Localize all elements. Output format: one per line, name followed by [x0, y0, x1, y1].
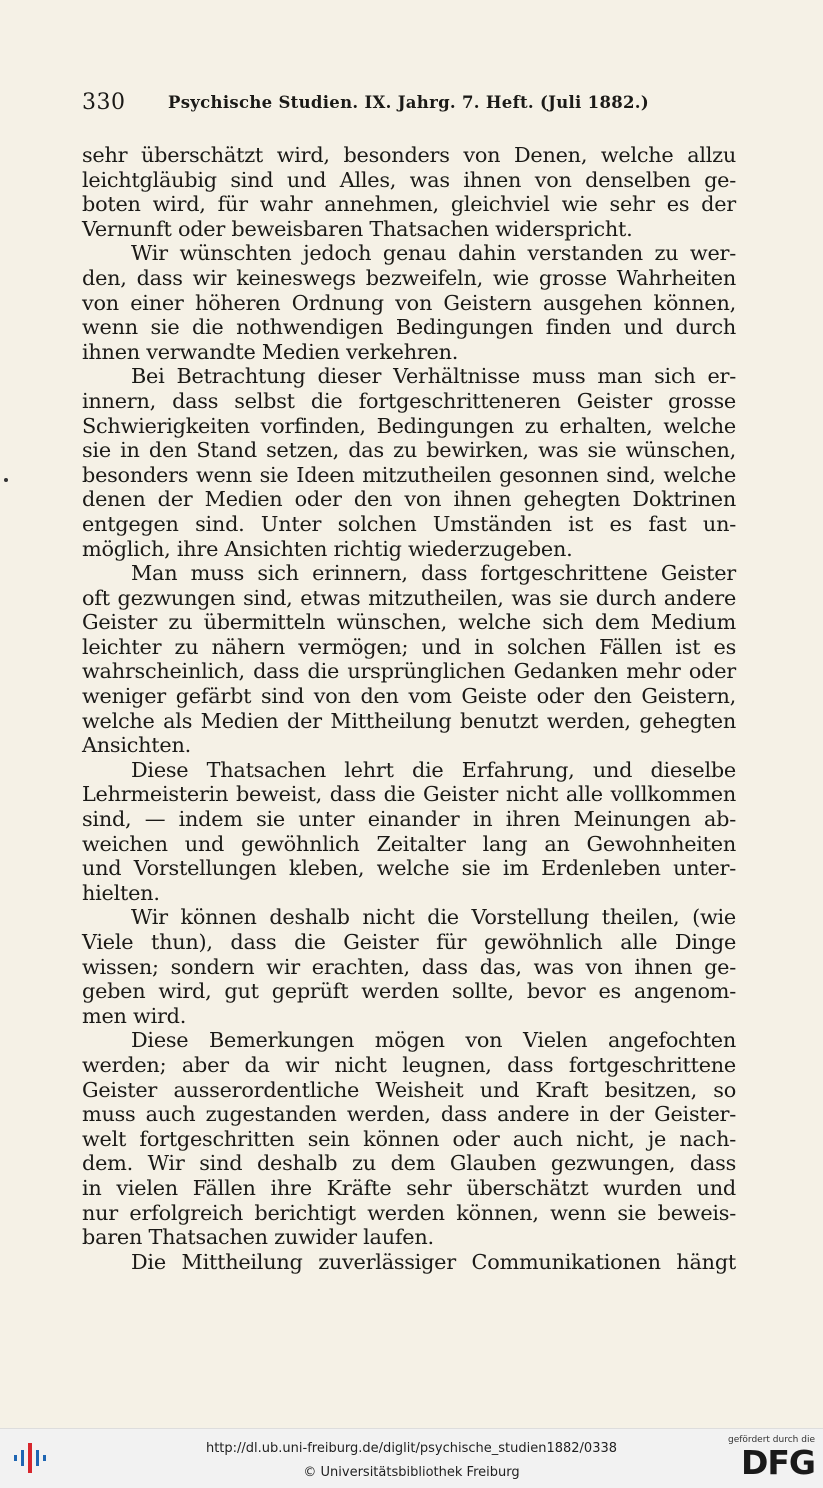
text-line: wahrscheinlich, dass die ursprünglichen Gedanken mehr oder: [82, 659, 736, 684]
text-line: Viele thun), dass die Geister für gewöhnlich alle Dinge: [82, 930, 736, 954]
text-line: den, dass wir keineswegs bezweifeln, wie grosse Wahrheiten: [82, 265, 736, 290]
text-line: Vernunft oder beweisbaren Thatsachen widerspricht.: [82, 216, 633, 241]
text-line: Ansichten.: [82, 733, 191, 758]
text-line: weniger gefärbt sind von den vom Geiste oder den Geistern,: [82, 684, 736, 709]
text-line: Schwierigkeiten vorfinden, Bedingungen zu erhalten, welche: [82, 413, 736, 438]
paragraph-start: Die Mittheilung zuverlässiger Communikationen hängt: [131, 1249, 736, 1274]
page-number: 330: [82, 90, 126, 115]
text-line: leichter zu nähern vermögen; und in solchen Fällen ist es: [82, 634, 736, 659]
text-line: welche als Medien der Mittheilung benutzt werden, gehegten: [82, 708, 736, 733]
viewer-footer: [0, 1428, 823, 1488]
text-line: sie in den Stand setzen, das zu bewirken, was sie wünschen,: [82, 438, 736, 463]
text-line: dem. Wir sind deshalb zu dem Glauben gezwungen, dass: [82, 1151, 736, 1176]
text-line: Geister zu übermitteln wünschen, welche sich dem Medium: [82, 610, 736, 635]
dfg-tagline: gefördert durch die: [728, 1435, 815, 1445]
text-line: wenn sie die nothwendigen Bedingungen finden und durch: [82, 315, 736, 340]
text-line: besonders wenn sie Ideen mitzutheilen gesonnen sind, welche: [82, 462, 736, 487]
copyright-text: © Universitätsbibliothek Freiburg: [303, 1465, 520, 1480]
text-line: Geister ausserordentliche Weisheit und Kraft besitzen, so: [82, 1077, 736, 1102]
document-url-link[interactable]: http://dl.ub.uni-freiburg.de/diglit/psychische_studien1882/0338: [205, 1441, 618, 1456]
paragraph-start: Wir können deshalb nicht die Vorstellung theilen, (wie: [131, 905, 736, 930]
text-line: denen der Medien oder den von ihnen gehegten Doktrinen: [82, 487, 736, 512]
text-line: geben wird, gut geprüft werden sollte, bevor es angenom-: [82, 979, 736, 1004]
margin-mark: [4, 478, 8, 482]
text-line: Lehrmeisterin beweist, dass die Geister nicht alle vollkommen: [82, 782, 736, 807]
text-line: weichen und gewöhnlich Zeitalter lang an Gewohnheiten: [82, 831, 736, 856]
text-line: muss auch zugestanden werden, dass andere in der Geister-: [82, 1102, 736, 1127]
text-line: sehr überschätzt wird, besonders von Denen, welche allzu: [82, 143, 736, 167]
text-line: wissen; sondern wir erachten, dass das, was von ihnen ge-: [82, 954, 736, 979]
text-line: möglich, ihre Ansichten richtig wiederzugeben.: [82, 536, 573, 561]
text-line: boten wird, für wahr annehmen, gleichviel wie sehr es der: [82, 192, 736, 217]
text-line: innern, dass selbst die fortgeschritteneren Geister grosse: [82, 388, 736, 413]
text-line: und Vorstellungen kleben, welche sie im Erdenleben unter-: [82, 856, 736, 881]
text-line: oft gezwungen sind, etwas mitzutheilen, was sie durch andere: [82, 585, 736, 610]
running-head-title: Psychische Studien. IX. Jahrg. 7. Heft. (Juli 1882.): [168, 93, 649, 112]
paragraph-start: Diese Bemerkungen mögen von Vielen angefochten: [131, 1028, 736, 1053]
running-head: [82, 90, 736, 120]
text-line: sind, — indem sie unter einander in ihren Meinungen ab-: [82, 807, 736, 832]
text-line: welt fortgeschritten sein können oder auch nicht, je nach-: [82, 1126, 736, 1151]
paragraph-start: Diese Thatsachen lehrt die Erfahrung, und dieselbe: [131, 757, 736, 782]
paragraph-start: Wir wünschten jedoch genau dahin verstanden zu wer-: [131, 241, 736, 266]
text-line: men wird.: [82, 1003, 187, 1028]
text-line: werden; aber da wir nicht leugnen, dass fortgeschrittene: [82, 1052, 736, 1077]
text-line: hielten.: [82, 880, 160, 905]
text-line: von einer höheren Ordnung von Geistern ausgehen können,: [82, 290, 736, 315]
text-line: nur erfolgreich berichtigt werden können, wenn sie beweis-: [82, 1200, 736, 1225]
dfg-logo: [719, 1435, 815, 1483]
paragraph-start: Bei Betrachtung dieser Verhältnisse muss man sich er-: [131, 364, 736, 389]
text-line: entgegen sind. Unter solchen Umständen ist es fast un-: [82, 511, 736, 536]
dfg-logo-text: DFG: [740, 1443, 815, 1482]
body-text: [82, 143, 736, 1274]
text-line: in vielen Fällen ihre Kräfte sehr überschätzt wurden und: [82, 1175, 736, 1200]
text-line: leichtgläubig sind und Alles, was ihnen von denselben ge-: [82, 167, 736, 192]
paragraph-start: Man muss sich erinnern, dass fortgeschrittene Geister: [131, 561, 736, 586]
text-line: baren Thatsachen zuwider laufen.: [82, 1225, 434, 1250]
text-line: ihnen verwandte Medien verkehren.: [82, 339, 459, 364]
